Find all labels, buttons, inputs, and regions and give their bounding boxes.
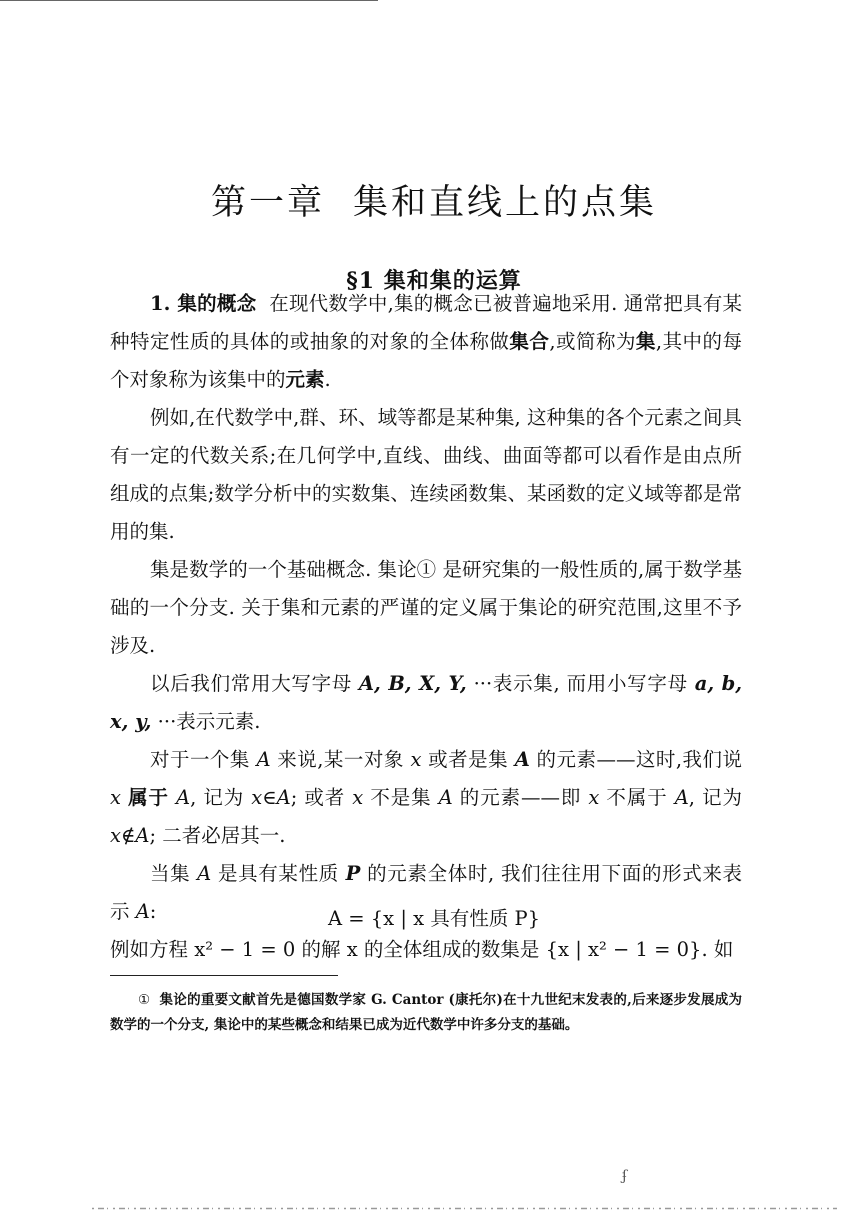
chapter-title xyxy=(0,175,868,225)
footnote-text: 集论的重要文献首先是德国数学家 G. Cantor (康托尔)在十九世纪末发表的,后来逐步发展成为数学的一个分支, 集论中的某些概念和结果已成为近代数学中许多分支的基础。 xyxy=(110,992,743,1033)
section-name: 集和集的运算 xyxy=(383,268,522,295)
paragraph-property: 当集 A 是具有某性质 P 的元素全体时, 我们往往用下面的形式来表示 A: xyxy=(110,862,742,923)
bottom-scan-artifact xyxy=(92,1207,837,1210)
paragraph-membership: 对于一个集 A 来说,某一对象 x 或者是集 A 的元素——这时,我们说 x 属于 A, 记为 x∈A; 或者 x 不是集 A 的元素——即 x 不属于 A, 记为 x∉A; 二者必居其一. xyxy=(110,748,742,847)
relation-in: x∈A xyxy=(251,786,291,809)
lower-letters: a, b, x, y, xyxy=(110,672,743,733)
section-number: §1 xyxy=(346,268,376,295)
paragraph-equation-example: 例如方程 x² − 1 = 0 的解 x 的全体组成的数集是 {x | x² − 1 = 0}. 如 xyxy=(110,938,734,961)
set-builder-formula: A = {x | x 具有性质 P} xyxy=(327,907,541,930)
concept-heading: 1. 集的概念 xyxy=(150,292,257,315)
paragraph-notation: 以后我们常用大写字母 A, B, X, Y, ···表示集, 而用小写字母 a, b, x, y, ···表示元素. xyxy=(110,672,743,733)
term-belongs: 属于 xyxy=(128,786,169,809)
page-mark: ʄ xyxy=(622,1168,628,1184)
paragraph-set-theory: 集是数学的一个基础概念. 集论① 是研究集的一般性质的,属于数学基础的一个分支. 关于集和元素的严谨的定义属于集论的研究范围,这里不予涉及. xyxy=(110,558,742,657)
term-element: 元素 xyxy=(285,368,325,391)
term-set: 集合 xyxy=(509,330,550,353)
chapter-name: 集和直线上的点集 xyxy=(353,183,658,224)
paragraph-concept: 1. 集的概念 在现代数学中,集的概念已被普遍地采用. 通常把具有某种特定性质的具体的或抽象的对象的全体称做集合,或简称为集,其中的每个对象称为该集中的元素. xyxy=(110,292,742,391)
footnote-rule xyxy=(110,975,338,976)
top-scan-line xyxy=(0,0,378,1)
paragraph-examples: 例如,在代数学中,群、环、域等都是某种集, 这种集的各个元素之间具有一定的代数关系;在几何学中,直线、曲线、曲面等都可以看作是由点所组成的点集;数学分析中的实数集、连续函数集、某函数的定义域等都是常用的集. xyxy=(110,406,742,543)
term-short: 集 xyxy=(635,330,656,353)
footnote-reference: ① xyxy=(416,558,437,581)
footnote xyxy=(110,988,742,1038)
footnote-mark: ① xyxy=(138,992,151,1008)
chapter-number: 第一章 xyxy=(210,183,325,224)
caps-letters: A, B, X, Y, xyxy=(358,672,467,695)
relation-notin: x∉A xyxy=(110,824,150,847)
